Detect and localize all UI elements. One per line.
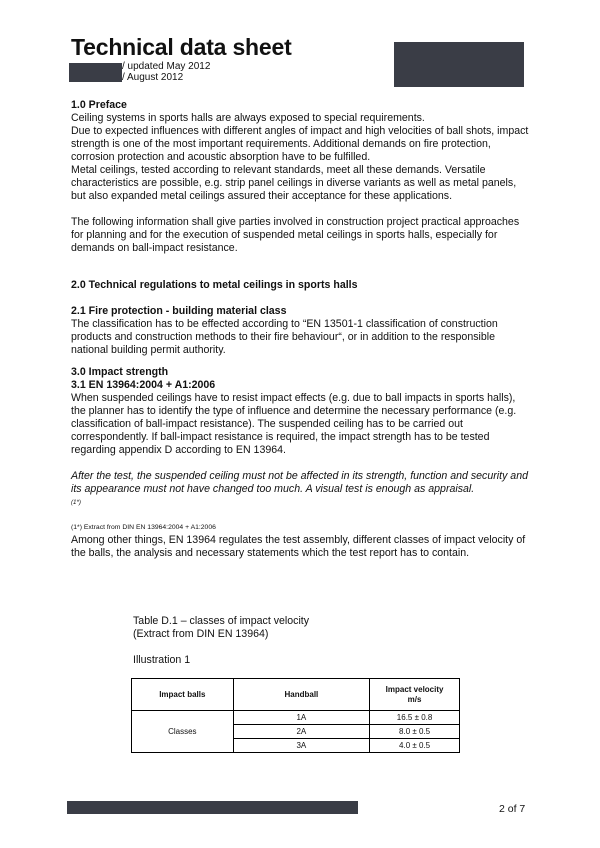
column-header: Handball [233, 679, 369, 711]
group-label: Classes [132, 711, 234, 753]
subsection-heading: 2.1 Fire protection - building material class [71, 305, 287, 317]
footer-bar [67, 801, 358, 814]
paragraph: The classification has to be effected according to “EN 13501-1 classification of construction products and construction methods to their fire behaviour“, or in addition to the responsible national building permit authority. [71, 318, 498, 356]
quote: After the test, the suspended ceiling must not be affected in its strength, function and security and its appearance must not have changed too much. A visual test is enough as appraisal. [71, 470, 528, 495]
issue-date: / August 2012 [122, 72, 184, 83]
section-heading: 3.0 Impact strength [71, 366, 169, 378]
page-number: 2 of 7 [499, 803, 526, 815]
paragraph: When suspended ceilings have to resist impact effects (e.g. due to ball impacts in sports halls), the planner has to identify the type of influence and determine the necessary performance (e.g. classification of ball-impact resistance). The suspended ceiling has to be carried out correspondently. If ball-impact resistance is required, the impact strength has to be tested regarding appendix D according to EN 13964. [71, 392, 517, 456]
paragraph: Among other things, EN 13964 regulates the test assembly, different classes of impact velocity of the balls, the analysis and necessary statements which the test report has to contain. [71, 534, 526, 559]
table-caption [133, 615, 309, 667]
paragraph: Metal ceilings, tested according to relevant standards, meet all these demands. Versatile characteristics are possible, e.g. strip panel ceilings in diverse variants as well as metal panels, but also expanded metal ceilings assured their acceptance for these applications. [71, 164, 517, 202]
table-cell: 3A [233, 739, 369, 753]
quote-reference: (1*) [71, 499, 81, 506]
paragraph: Due to expected influences with different angles of impact and high velocities of ball shots, impact strength is one of the most important requirements. Additional demands on fire protection, corrosion protection and acoustic absorption have to be fulfilled. [71, 125, 529, 163]
preface-section [71, 99, 531, 255]
table-cell: 16.5 ± 0.8 [370, 711, 460, 725]
impact-velocity-table [131, 678, 460, 753]
paragraph: Ceiling systems in sports halls are always exposed to special requirements. [71, 112, 425, 124]
table-cell: 1A [233, 711, 369, 725]
regulations-section [71, 279, 531, 357]
table-cell: 4.0 ± 0.5 [370, 739, 460, 753]
caption-source: (Extract from DIN EN 13964) [133, 628, 269, 640]
footnote: (1*) Extract from DIN EN 13964:2004 + A1:2006 [71, 524, 216, 531]
redacted-name [69, 63, 122, 82]
table-cell: 8.0 ± 0.5 [370, 725, 460, 739]
paragraph: The following information shall give parties involved in construction project practical approaches for planning and for the execution of suspended metal ceilings in sports halls, especially for demands on ball-impact resistance. [71, 216, 520, 254]
page-title: Technical data sheet [71, 34, 292, 60]
table-cell: 2A [233, 725, 369, 739]
impact-section [71, 366, 531, 560]
subsection-heading: 3.1 EN 13964:2004 + A1:2006 [71, 379, 216, 391]
table-row [132, 711, 460, 725]
company-logo-block [394, 42, 524, 87]
caption-title: Table D.1 – classes of impact velocity [133, 615, 310, 627]
table-header-row [132, 679, 460, 711]
section-heading: 1.0 Preface [71, 99, 127, 111]
illustration-label: Illustration 1 [133, 654, 191, 666]
section-heading: 2.0 Technical regulations to metal ceilings in sports halls [71, 279, 358, 291]
column-header: Impact balls [132, 679, 234, 711]
column-header-text: Impact velocity m/s [385, 685, 444, 704]
updated-date: / updated May 2012 [122, 61, 211, 72]
column-header [370, 679, 460, 711]
